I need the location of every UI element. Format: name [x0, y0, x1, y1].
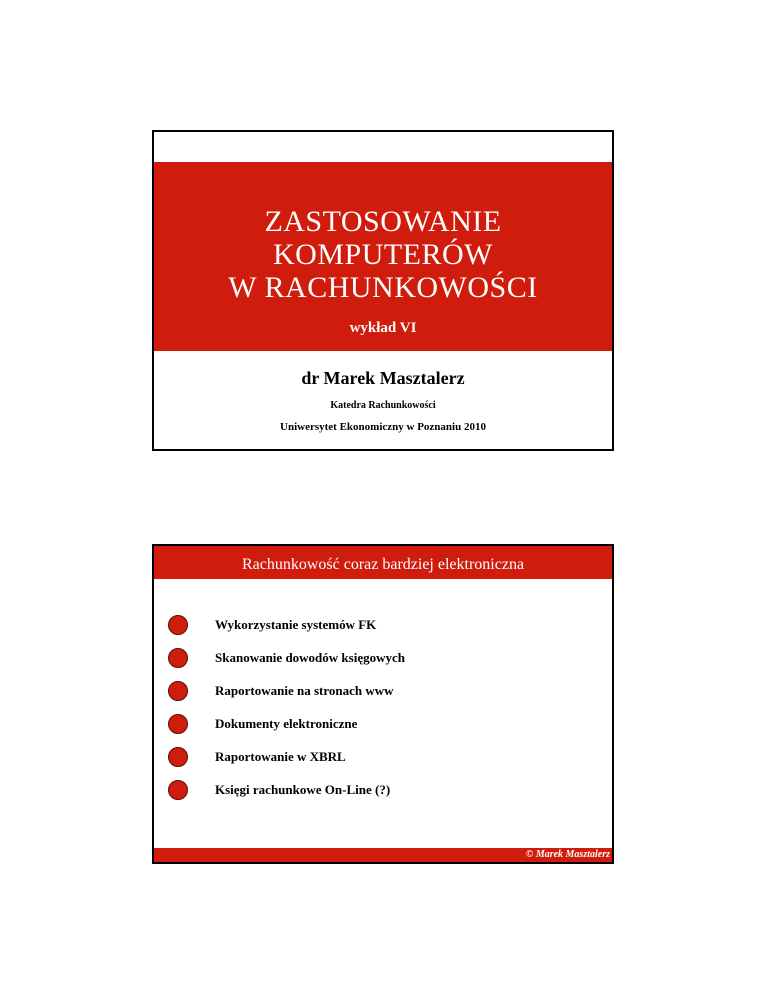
title-line-2: KOMPUTERÓW	[273, 238, 493, 271]
bullet-icon	[168, 681, 188, 701]
bullet-icon	[168, 648, 188, 668]
title-slide	[152, 130, 614, 451]
slide-header: Rachunkowość coraz bardziej elektroniczna	[154, 546, 612, 579]
bullet-icon	[168, 780, 188, 800]
title-line-1: ZASTOSOWANIE	[264, 205, 502, 238]
list-item	[154, 641, 612, 674]
list-item-label: Dokumenty elektroniczne	[215, 715, 358, 731]
copyright-footer: © Marek Masztalerz	[154, 848, 612, 862]
author-name: dr Marek Masztalerz	[301, 368, 465, 388]
title-line-3: W RACHUNKOWOŚCI	[228, 271, 538, 304]
list-item-label: Księgi rachunkowe On-Line (?)	[215, 781, 391, 797]
slide-title	[154, 205, 612, 304]
content-slide	[152, 544, 614, 864]
bullet-icon	[168, 747, 188, 767]
list-item	[154, 608, 612, 641]
list-item	[154, 674, 612, 707]
list-item-label: Wykorzystanie systemów FK	[215, 616, 377, 632]
list-item-label: Skanowanie dowodów księgowych	[215, 649, 405, 665]
list-item	[154, 740, 612, 773]
list-item	[154, 707, 612, 740]
lecture-number: wykład VI	[349, 320, 417, 336]
university-name: Uniwersytet Ekonomiczny w Poznaniu 2010	[280, 421, 486, 433]
department-name: Katedra Rachunkowości	[330, 400, 436, 411]
bullet-icon	[168, 615, 188, 635]
list-item-label: Raportowanie w XBRL	[215, 748, 346, 764]
bullet-list	[154, 608, 612, 806]
bullet-icon	[168, 714, 188, 734]
list-item	[154, 773, 612, 806]
list-item-label: Raportowanie na stronach www	[215, 682, 394, 698]
